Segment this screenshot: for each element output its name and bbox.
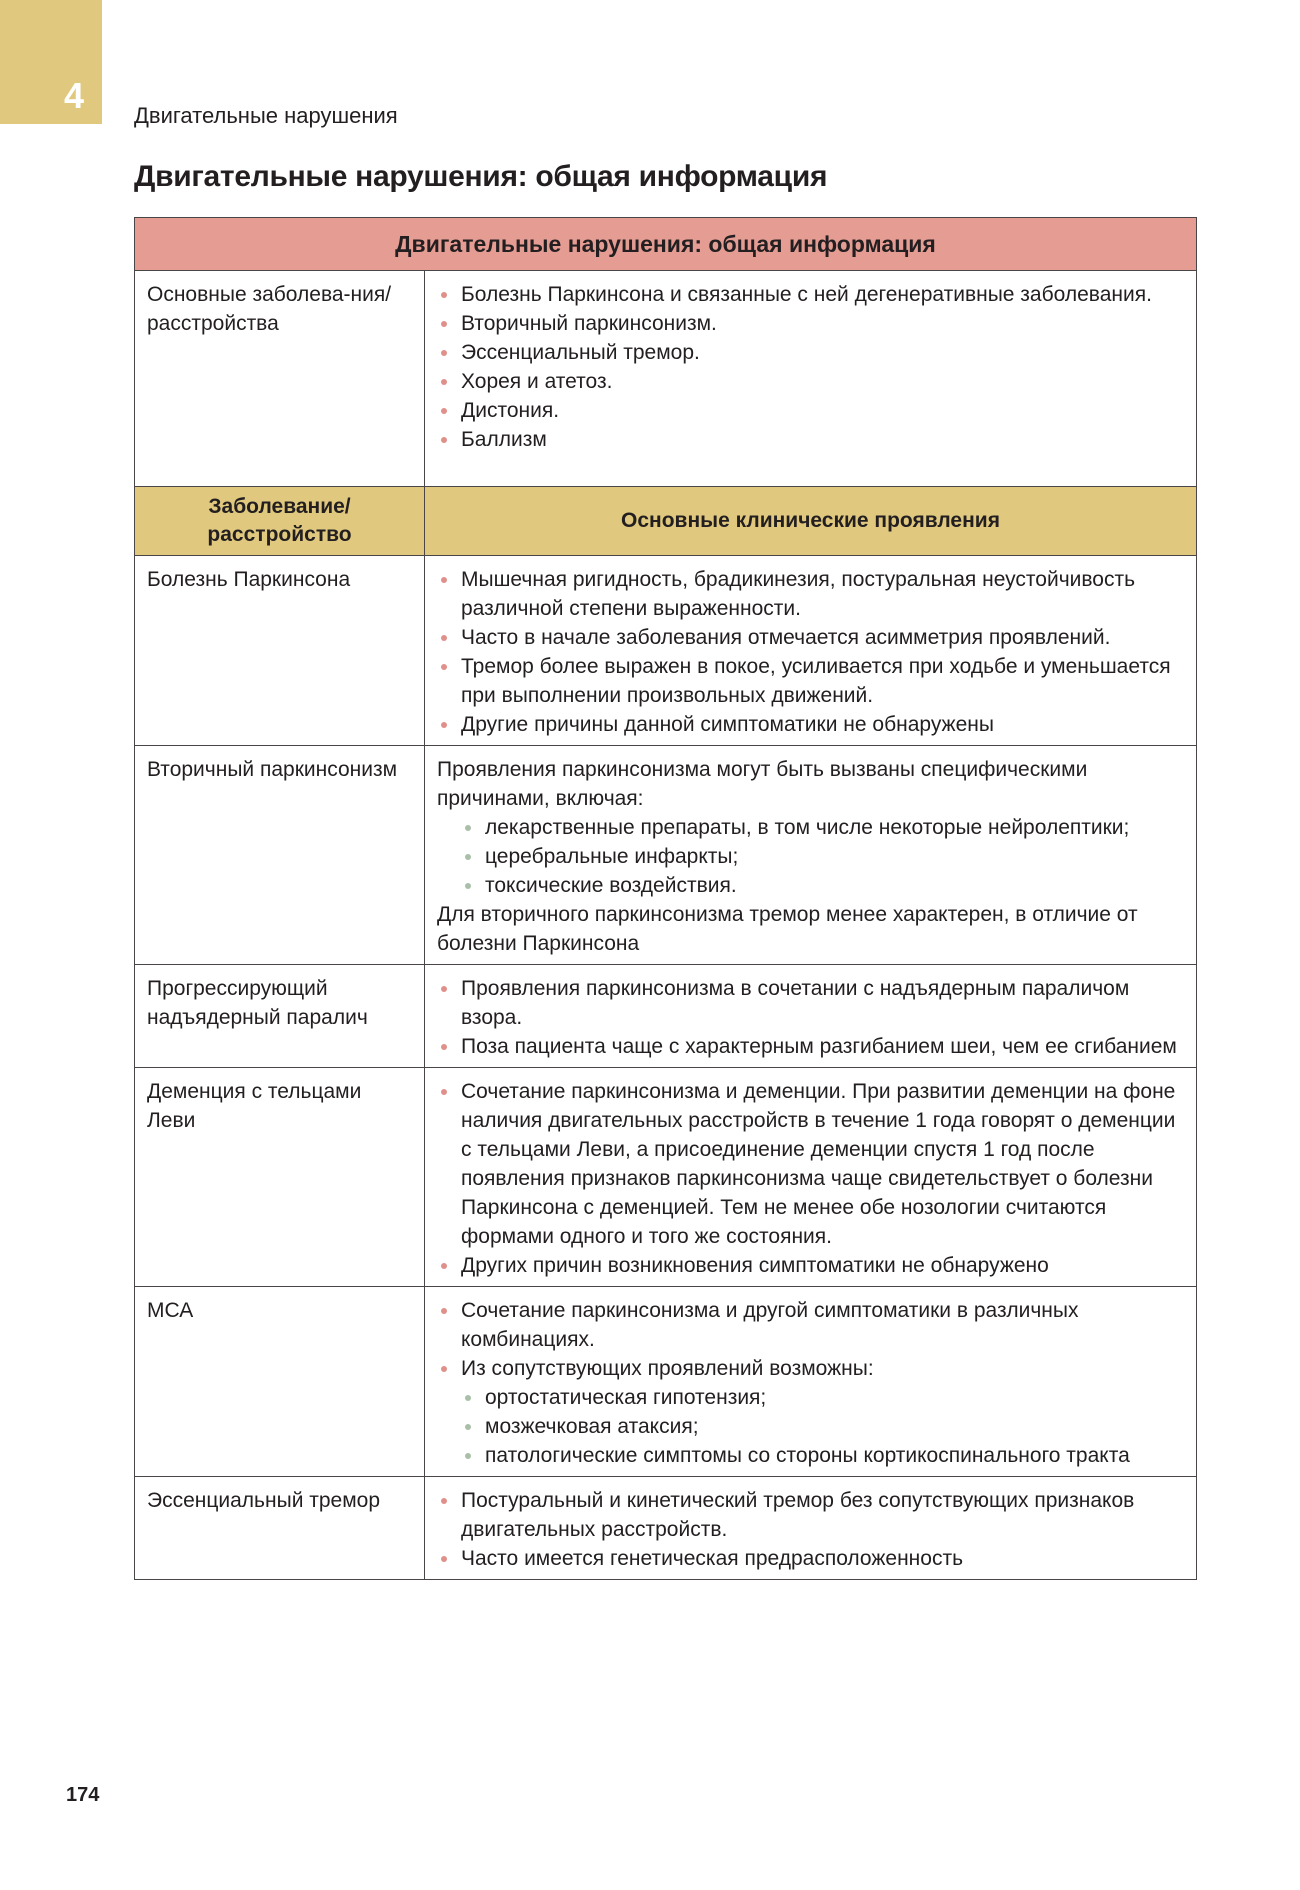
overview-content [425, 271, 1197, 487]
overview-row [135, 271, 1197, 487]
list-item: Из сопутствующих проявлений возможны: [437, 1354, 1186, 1383]
row-outro: Для вторичного паркинсонизма тремор менее характерен, в отличие от болезни Паркинсона [437, 903, 1138, 955]
list-item: Постуральный и кинетический тремор без сопутствующих признаков двигательных расстройств. [437, 1486, 1186, 1544]
list-item: Хорея и атетоз. [437, 367, 1186, 396]
running-head: Двигательные нарушения [134, 103, 398, 128]
row-name: Вторичный паркинсонизм [135, 746, 425, 965]
row-content [425, 965, 1197, 1068]
list-item: Мышечная ригидность, брадикинезия, постуральная неустойчивость различной степени выраженности. [437, 565, 1186, 623]
table-title: Двигательные нарушения: общая информация [135, 218, 1197, 271]
sub-list-item: мозжечковая атаксия; [461, 1412, 1186, 1441]
list-item: Поза пациента чаще с характерным разгибанием шеи, чем ее сгибанием [437, 1032, 1186, 1061]
column-header-row [135, 487, 1197, 556]
list-item: Других причин возникновения симптоматики не обнаружено [437, 1251, 1186, 1280]
chapter-number: 4 [64, 75, 85, 116]
list-item: Эссенциальный тремор. [437, 338, 1186, 367]
row-content [425, 556, 1197, 746]
row-name: Эссенциальный тремор [135, 1477, 425, 1580]
list-item: Вторичный паркинсонизм. [437, 309, 1186, 338]
list-item: Болезнь Паркинсона и связанные с ней дегенеративные заболевания. [437, 280, 1186, 309]
row-name: Деменция с тельцами Леви [135, 1068, 425, 1287]
sub-list-item: патологические симптомы со стороны кортикоспинального тракта [461, 1441, 1186, 1470]
table-title-row [135, 218, 1197, 271]
table-row [135, 1287, 1197, 1477]
table-row [135, 746, 1197, 965]
table-row [135, 1068, 1197, 1287]
row-content [425, 746, 1197, 965]
sub-list-item: лекарственные препараты, в том числе некоторые нейролептики; [461, 813, 1186, 842]
table-row [135, 1477, 1197, 1580]
row-name: МСА [135, 1287, 425, 1477]
sub-list-item: церебральные инфаркты; [461, 842, 1186, 871]
sub-list-item: ортостатическая гипотензия; [461, 1383, 1186, 1412]
list-item: Сочетание паркинсонизма и другой симптоматики в различных комбинациях. [437, 1296, 1186, 1354]
row-intro: Проявления паркинсонизма могут быть вызваны специфическими причинами, включая: [437, 758, 1088, 810]
sub-list-item: токсические воздействия. [461, 871, 1186, 900]
info-table [134, 217, 1197, 1580]
page-number: 174 [66, 1784, 100, 1806]
overview-label: Основные заболева-ния/расстройства [135, 271, 425, 487]
list-item: Баллизм [437, 425, 1186, 454]
list-item: Часто в начале заболевания отмечается асимметрия проявлений. [437, 623, 1186, 652]
table-row [135, 556, 1197, 746]
list-item: Часто имеется генетическая предрасположенность [437, 1544, 1186, 1573]
column-header-disease: Заболевание/ расстройство [135, 487, 425, 556]
table-row [135, 965, 1197, 1068]
row-content [425, 1068, 1197, 1287]
row-name: Прогрессирующий надъядерный паралич [135, 965, 425, 1068]
overview-list [437, 280, 1186, 454]
row-content [425, 1477, 1197, 1580]
list-item: Сочетание паркинсонизма и деменции. При развитии деменции на фоне наличия двигательных расстройств в течение 1 года говорят о деменции с тельцами Леви, а присоединение деменции спустя 1 год после появления признаков паркинсонизма чаще свидетельствует о болезни Паркинсона с деменцией. Тем не менее обе нозологии считаются формами одного и того же состояния. [437, 1077, 1186, 1251]
column-header-manifestations: Основные клинические проявления [425, 487, 1197, 556]
list-item: Дистония. [437, 396, 1186, 425]
list-item: Проявления паркинсонизма в сочетании с надъядерным параличом взора. [437, 974, 1186, 1032]
page-title: Двигательные нарушения: общая информация [134, 160, 828, 193]
list-item: Другие причины данной симптоматики не обнаружены [437, 710, 1186, 739]
list-item: Тремор более выражен в покое, усиливается при ходьбе и уменьшается при выполнении произвольных движений. [437, 652, 1186, 710]
chapter-tab [0, 0, 102, 124]
row-content [425, 1287, 1197, 1477]
row-name: Болезнь Паркинсона [135, 556, 425, 746]
